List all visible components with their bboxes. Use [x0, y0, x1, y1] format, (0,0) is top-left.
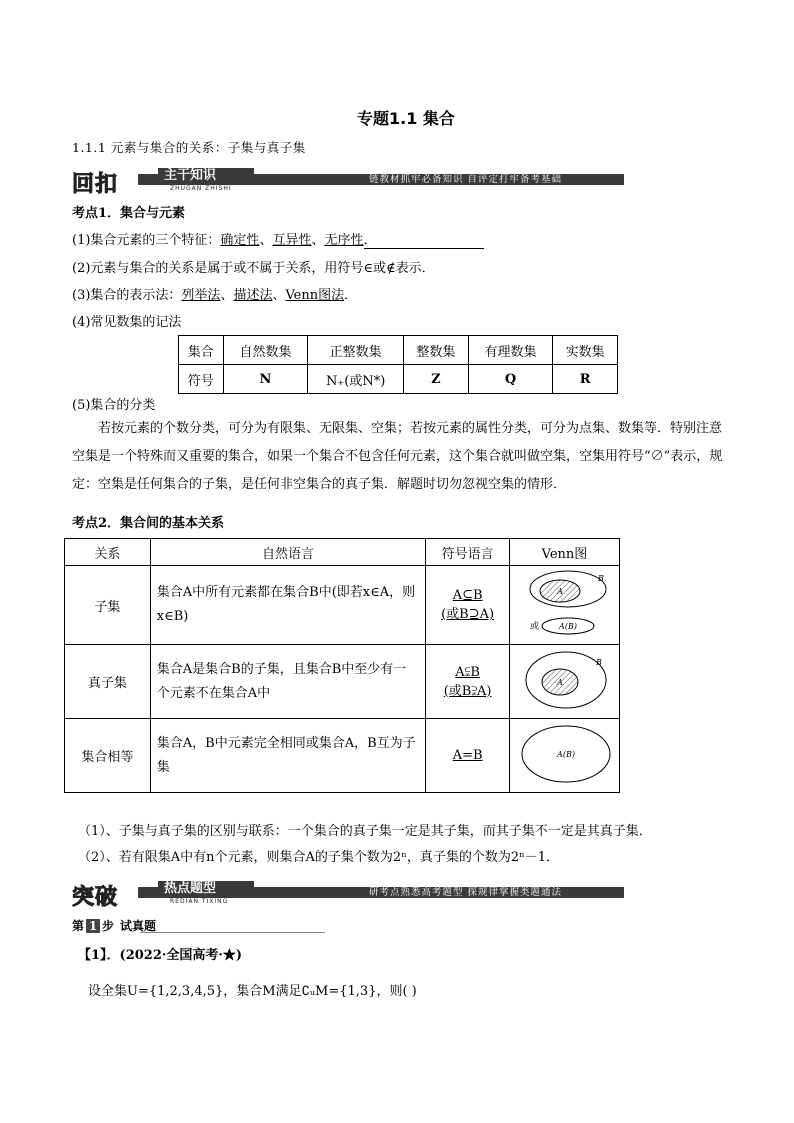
- feature-2: 互异性: [272, 233, 312, 248]
- question-1-body: 设全集U={1,2,3,4,5}，集合M满足∁ᵤM={1,3}，则( ): [88, 984, 417, 999]
- feature-3: 无序性: [324, 233, 364, 248]
- table-header: Venn图: [509, 539, 619, 566]
- venn-label-ab: A(B): [557, 749, 576, 759]
- question-1-heading: 【1】．(2022·全国高考·★): [78, 948, 243, 963]
- venn-subset-diagram: [516, 567, 612, 639]
- banner-slogan: 链教材抓牢必备知识 自评定打牢备考基础: [368, 174, 562, 185]
- number-set-table: [178, 335, 618, 394]
- venn-proper-subset-diagram: [516, 647, 612, 713]
- table-row: [65, 566, 620, 645]
- banner-big-text: 回扣: [72, 172, 119, 197]
- feature-1: 确定性: [220, 233, 260, 248]
- step-header: [72, 915, 327, 933]
- venn-label-a: A: [557, 587, 564, 596]
- table-header: 关系: [65, 539, 151, 566]
- step-number: 1: [86, 919, 100, 933]
- relations-table: [64, 538, 620, 793]
- table-cell: 集合A中所有元素都在集合B中(即若x∈A，则x∈B): [150, 566, 425, 645]
- table-cell: N₊(或N*): [308, 365, 404, 394]
- venn-label-a: A: [557, 677, 564, 687]
- venn-cell: [509, 645, 619, 719]
- venn-cell: [509, 566, 619, 645]
- table-row: [65, 645, 620, 719]
- table-cell: Q: [468, 365, 553, 394]
- note-1: （1）、子集与真子集的区别与联系：一个集合的真子集一定是其子集，而其子集不一定是其真子集．: [78, 824, 652, 839]
- table-row: [179, 365, 618, 394]
- table-cell: 符号: [179, 365, 224, 394]
- table-cell: Z: [404, 365, 469, 394]
- table-cell: [426, 645, 510, 719]
- table-header: 自然语言: [150, 539, 425, 566]
- table-cell: 正整数集: [308, 336, 404, 365]
- banner-slogan: 研考点熟悉高考题型 探规律掌握类题通法: [368, 887, 562, 898]
- symbol-text: (或B⊇A): [441, 607, 495, 622]
- symbol-text: A⊆B: [452, 588, 483, 603]
- banner-pinyin: REDIAN TIXING: [170, 898, 229, 905]
- venn-label-b: B: [598, 574, 605, 583]
- banner-big-text: 突破: [72, 885, 119, 910]
- step-rule: [140, 932, 325, 933]
- method-1: 列举法: [181, 288, 221, 303]
- point1-heading: 考点1．集合与元素: [72, 206, 186, 221]
- table-cell: N: [223, 365, 308, 394]
- venn-label-ab: A(B): [559, 622, 578, 631]
- banner-breakthrough: [72, 881, 624, 910]
- venn-label-or: 或: [530, 622, 540, 632]
- note-2: （2）、若有限集A中有n个元素，则集合A的子集个数为2ⁿ，真子集的个数为2ⁿ－1．: [78, 850, 559, 865]
- method-2: 描述法: [233, 288, 273, 303]
- table-cell: 集合A是集合B的子集，且集合B中至少有一个元素不在集合A中: [150, 645, 425, 719]
- table-header: 符号语言: [426, 539, 510, 566]
- table-row: [65, 719, 620, 793]
- step-title: 试真题: [120, 919, 157, 933]
- table-cell: 自然数集: [223, 336, 308, 365]
- table-row: [179, 336, 618, 365]
- table-cell: 子集: [65, 566, 151, 645]
- section-subtitle: 1.1.1 元素与集合的关系：子集与真子集: [72, 140, 306, 155]
- symbol-text: (或B⫌A): [443, 683, 492, 699]
- banner-tag: 主干知识: [158, 168, 254, 185]
- line3-prefix: (3)集合的表示法：: [72, 288, 182, 303]
- point1-line1: (1)集合元素的三个特征：确定性、互异性、无序性．: [72, 229, 484, 249]
- table-cell: 集合A，B中元素完全相同或集合A，B互为子集: [150, 719, 425, 793]
- point1-line4: (4)常见数集的记法: [72, 315, 182, 330]
- table-cell: 整数集: [404, 336, 469, 365]
- banner-review: [72, 168, 624, 197]
- table-cell: 真子集: [65, 645, 151, 719]
- point1-line2: (2)元素与集合的关系是属于或不属于关系，用符号∈或∉表示．: [72, 261, 435, 276]
- point2-heading: 考点2．集合间的基本关系: [72, 516, 225, 531]
- point1-line5: (5)集合的分类: [72, 398, 156, 413]
- venn-cell: [509, 719, 619, 793]
- point1-line3: (3)集合的表示法：列举法、描述法、Venn图法．: [72, 288, 358, 303]
- step-pre: 第: [72, 919, 85, 933]
- table-cell: 集合相等: [65, 719, 151, 793]
- table-cell: [426, 566, 510, 645]
- table-cell: R: [553, 365, 618, 394]
- venn-equal-diagram: [516, 721, 612, 787]
- table-cell: 集合: [179, 336, 224, 365]
- classification-paragraph: 若按元素的个数分类，可分为有限集、无限集、空集；若按元素的属性分类，可分为点集、数集等．特别注意空集是一个特殊而又重要的集合，如果一个集合不包含任何元素，这个集合就叫做空集，空集用符号“∅”表示，规定：空集是任何集合的子集，是任何非空集合的真子集．解题时切勿忽视空集的情形．: [72, 421, 723, 492]
- symbol-text: A⫋B: [455, 664, 480, 680]
- line1-prefix: (1)集合元素的三个特征：: [72, 233, 221, 248]
- banner-tag: 热点题型: [158, 881, 254, 898]
- venn-label-b: B: [596, 657, 603, 667]
- table-cell: 实数集: [553, 336, 618, 365]
- table-row: [65, 539, 620, 566]
- method-3: Venn图法: [285, 288, 345, 303]
- table-cell: 有理数集: [468, 336, 553, 365]
- banner-pinyin: ZHUGAN ZHISHI: [170, 185, 232, 192]
- symbol-text: A=B: [452, 748, 483, 763]
- table-cell: [426, 719, 510, 793]
- step-post: 步: [102, 919, 115, 933]
